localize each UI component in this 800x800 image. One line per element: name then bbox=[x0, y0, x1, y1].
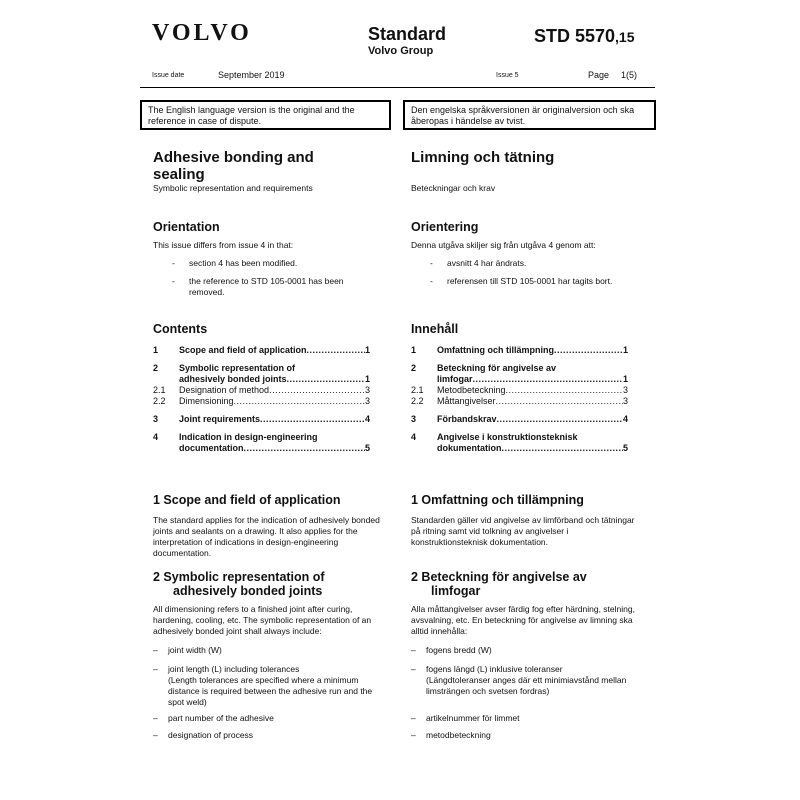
sv-toc-row-2-2[interactable] bbox=[411, 396, 628, 407]
en-s2-item-1: joint width (W) bbox=[168, 645, 222, 655]
en-doc-title bbox=[153, 149, 314, 183]
toc-num: 2.1 bbox=[153, 385, 166, 395]
en-title-line1: Adhesive bonding and bbox=[153, 149, 314, 166]
sv-s2-item-3: artikelnummer för limmet bbox=[426, 713, 520, 723]
sv-section2-heading bbox=[411, 570, 587, 598]
notice-box-en: The English language version is the original and the reference in case of dispute. bbox=[140, 100, 391, 130]
toc-num: 2.2 bbox=[153, 396, 166, 406]
toc-num: 2 bbox=[153, 363, 159, 373]
doc-owner: Volvo Group bbox=[368, 45, 434, 57]
toc-page: 5 bbox=[622, 443, 628, 453]
toc-num: 2 bbox=[411, 363, 417, 373]
sv-orientation-intro: Denna utgåva skiljer sig från utgåva 4 genom att: bbox=[411, 240, 596, 250]
standard-number-main: STD 5570 bbox=[534, 26, 616, 46]
toc-page: 3 bbox=[622, 396, 628, 406]
en-orientation-intro: This issue differs from issue 4 in that: bbox=[153, 240, 294, 250]
en-s2-heading-line1: 2 Symbolic representation of bbox=[153, 570, 325, 584]
en-dash-4: – bbox=[153, 730, 158, 740]
sv-dash-2: – bbox=[411, 664, 416, 674]
sv-orient-bullet-1: - bbox=[430, 258, 433, 268]
en-dash-3: – bbox=[153, 713, 158, 723]
en-section1-text: The standard applies for the indication of adhesively bonded joints and sealants on a drawing. It also applies for the interpretation of indications in design-engineering documentation. bbox=[153, 515, 380, 558]
en-section2-heading bbox=[153, 570, 325, 598]
en-title-line2: sealing bbox=[153, 166, 205, 183]
en-s2-item-3: part number of the adhesive bbox=[168, 713, 274, 723]
en-toc bbox=[153, 345, 370, 454]
en-orient-item-1: section 4 has been modified. bbox=[189, 258, 298, 268]
volvo-logo: VOLVO bbox=[152, 20, 252, 46]
en-toc-row-2-1[interactable] bbox=[153, 385, 370, 396]
toc-label: Scope and field of application bbox=[179, 345, 307, 355]
sv-dash-4: – bbox=[411, 730, 416, 740]
sv-toc-row-2b[interactable] bbox=[411, 374, 628, 385]
en-s2-item-4: designation of process bbox=[168, 730, 254, 740]
toc-page: 4 bbox=[364, 414, 370, 424]
sv-orient-item-1: avsnitt 4 har ändrats. bbox=[447, 258, 527, 268]
sv-doc-subtitle: Beteckningar och krav bbox=[411, 183, 496, 193]
toc-page: 1 bbox=[364, 345, 370, 355]
sv-toc-row-2a[interactable] bbox=[411, 363, 628, 374]
sv-toc bbox=[411, 345, 628, 454]
sv-s2-note: (Längdtoleranser anges där ett minimiavstånd mellan limsträngen och svetsen fordras) bbox=[426, 675, 627, 696]
header-rule bbox=[140, 87, 655, 88]
toc-label: Metodbeteckning bbox=[437, 385, 506, 395]
sv-toc-row-2-1[interactable] bbox=[411, 385, 628, 396]
sv-toc-row-1[interactable] bbox=[411, 345, 628, 356]
toc-label: Omfattning och tillämpning bbox=[437, 345, 554, 355]
toc-page: 1 bbox=[364, 374, 370, 384]
toc-label: dokumentation bbox=[437, 443, 502, 453]
issue-date-label: Issue date bbox=[152, 72, 185, 79]
sv-s2-heading-line2: limfogar bbox=[431, 584, 481, 598]
doc-type-title: Standard bbox=[368, 24, 447, 44]
toc-page: 3 bbox=[364, 385, 370, 395]
standard-number bbox=[534, 26, 635, 47]
toc-label-line1: Beteckning för angivelse av bbox=[437, 363, 557, 373]
sv-dash-1: – bbox=[411, 645, 416, 655]
toc-label-line1: Symbolic representation of bbox=[179, 363, 296, 373]
toc-page: 4 bbox=[622, 414, 628, 424]
toc-label: adhesively bonded joints bbox=[179, 374, 287, 384]
toc-label-line1: Indication in design-engineering bbox=[179, 432, 318, 442]
toc-label: Joint requirements bbox=[179, 414, 261, 424]
sv-toc-row-3[interactable] bbox=[411, 414, 628, 425]
sv-section1-heading: 1 Omfattning och tillämpning bbox=[411, 493, 584, 507]
en-s2-heading-line2: adhesively bonded joints bbox=[173, 584, 323, 598]
issue-date: September 2019 bbox=[218, 70, 285, 80]
toc-page: 5 bbox=[364, 443, 370, 453]
en-toc-row-2-2[interactable] bbox=[153, 396, 370, 407]
en-dash-1: – bbox=[153, 645, 158, 655]
toc-num: 2.2 bbox=[411, 396, 424, 406]
sv-contents-heading: Innehåll bbox=[411, 322, 459, 336]
sv-section1-text: Standarden gäller vid angivelse av limförband och tätningar på ritning samt vid tolkning av angivelser i konstruktionsteknisk dokumentation. bbox=[411, 515, 635, 547]
toc-num: 3 bbox=[153, 414, 159, 424]
toc-num: 4 bbox=[153, 432, 159, 442]
en-section1-heading: 1 Scope and field of application bbox=[153, 493, 341, 507]
sv-section2-text: Alla måttangivelser avser färdig fog efter härdning, stelning, avsvalning, etc. En beteckning för angivelse av limning ska alltid innehålla: bbox=[411, 604, 635, 636]
en-orient-bullet-2: - bbox=[172, 276, 175, 286]
en-orient-bullet-1: - bbox=[172, 258, 175, 268]
standard-version: ,15 bbox=[615, 29, 635, 45]
toc-num: 4 bbox=[411, 432, 417, 442]
en-toc-row-1[interactable] bbox=[153, 345, 370, 356]
sv-s2-item-1: fogens bredd (W) bbox=[426, 645, 492, 655]
page-label: Page bbox=[588, 70, 610, 80]
en-toc-row-2a[interactable] bbox=[153, 363, 370, 374]
sv-orient-item-2: referensen till STD 105-0001 har tagits bort. bbox=[447, 276, 613, 286]
toc-label: Förbandskrav bbox=[437, 414, 497, 424]
sv-orientation-heading: Orientering bbox=[411, 220, 479, 234]
en-toc-row-3[interactable] bbox=[153, 414, 370, 425]
en-contents-heading: Contents bbox=[153, 322, 208, 336]
sv-doc-title: Limning och tätning bbox=[411, 149, 555, 166]
toc-label-line1: Angivelse i konstruktionsteknisk bbox=[437, 432, 578, 442]
toc-label: documentation bbox=[179, 443, 244, 453]
sv-s2-item-2: fogens längd (L) inklusive toleranser bbox=[426, 664, 563, 674]
en-toc-row-4b[interactable] bbox=[153, 443, 370, 454]
en-doc-subtitle: Symbolic representation and requirements bbox=[153, 183, 313, 193]
sv-s2-item-4: metodbeteckning bbox=[426, 730, 491, 740]
en-toc-row-2b[interactable] bbox=[153, 374, 370, 385]
toc-num: 2.1 bbox=[411, 385, 424, 395]
toc-label: limfogar bbox=[437, 374, 473, 384]
toc-num: 3 bbox=[411, 414, 417, 424]
en-section2-text: All dimensioning refers to a finished joint after curing, hardening, cooling, etc. The symbolic representation of an adhesively bonded joint shall always include: bbox=[153, 604, 372, 636]
en-s2-item-2: joint length (L) including tolerances bbox=[168, 664, 300, 674]
toc-label: Designation of method bbox=[179, 385, 270, 395]
en-orient-item-2: the reference to STD 105-0001 has been removed. bbox=[189, 276, 344, 297]
toc-num: 1 bbox=[153, 345, 159, 355]
toc-label: Dimensioning bbox=[179, 396, 234, 406]
en-orientation-heading: Orientation bbox=[153, 220, 220, 234]
toc-page: 1 bbox=[622, 345, 628, 355]
issue-number: Issue 5 bbox=[496, 72, 519, 79]
en-s2-note: (Length tolerances are specified where a minimum distance is required between the adhesive run and the spot weld) bbox=[168, 675, 373, 707]
en-dash-2: – bbox=[153, 664, 158, 674]
sv-toc-row-4a[interactable] bbox=[411, 432, 628, 443]
notice-box-sv: Den engelska språkversionen är originalversion och ska åberopas i händelse av tvist. bbox=[403, 100, 656, 130]
toc-page: 1 bbox=[622, 374, 628, 384]
sv-orient-bullet-2: - bbox=[430, 276, 433, 286]
toc-page: 3 bbox=[622, 385, 628, 395]
page-number: 1(5) bbox=[621, 70, 638, 80]
sv-s2-heading-line1: 2 Beteckning för angivelse av bbox=[411, 570, 587, 584]
toc-num: 1 bbox=[411, 345, 417, 355]
en-toc-row-4a[interactable] bbox=[153, 432, 370, 443]
sv-toc-row-4b[interactable] bbox=[411, 443, 628, 454]
toc-label: Måttangivelser bbox=[437, 396, 496, 406]
sv-dash-3: – bbox=[411, 713, 416, 723]
toc-page: 3 bbox=[364, 396, 370, 406]
